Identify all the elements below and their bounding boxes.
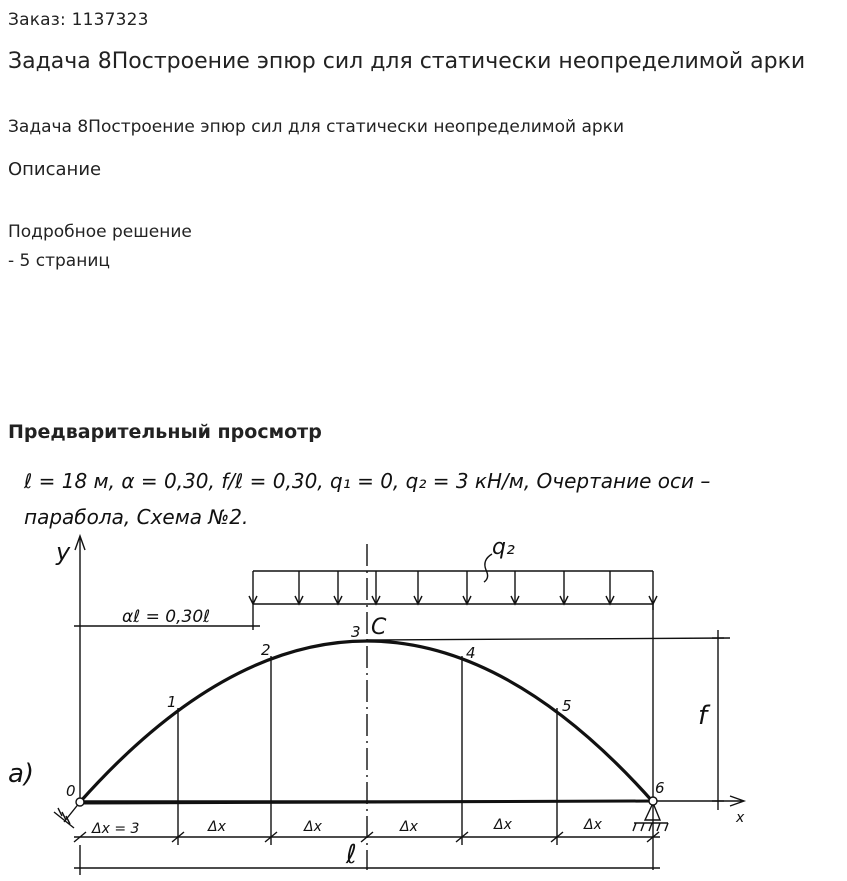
x-axis-label: x [736, 810, 745, 826]
task-subtitle: Задача 8Построение эпюр сил для статически неопределимой арки [8, 117, 625, 137]
point-label-2: 2 [261, 641, 271, 659]
rise-label: f [698, 701, 708, 731]
preview-image [0, 450, 847, 881]
point-label-0: 0 [66, 782, 76, 800]
left-support [54, 802, 80, 828]
arch-chord [80, 801, 653, 803]
dx-label-5: Δx [494, 817, 512, 833]
span-label: ℓ [346, 840, 357, 870]
point-label-1: 1 [167, 693, 177, 711]
pages-count: - 5 страниц [8, 251, 110, 271]
y-axis-label: y [56, 538, 71, 566]
right-support [633, 803, 668, 831]
preview-params-line1: ℓ = 18 м, α = 0,30, f/ℓ = 0,30, q₁ = 0, q₂ = 3 кН/м, Очертание оси – [24, 469, 711, 493]
point-label-6: 6 [655, 779, 665, 797]
order-number: Заказ: 1137323 [8, 10, 149, 30]
description-heading: Описание [8, 159, 102, 180]
hinge-6 [649, 797, 657, 805]
load-arrows [249, 571, 657, 604]
load-label: q₂ [492, 535, 515, 560]
dx-label-1: Δx = 3 [92, 821, 140, 837]
figure-label: a) [8, 759, 35, 789]
solution-text: Подробное решение [8, 222, 192, 242]
point-label-3: 3 [351, 623, 361, 641]
alpha-label: αℓ = 0,30ℓ [122, 607, 211, 627]
point-label-5: 5 [562, 697, 572, 715]
hinge-0 [76, 798, 84, 806]
point-label-4: 4 [466, 644, 476, 662]
dx-label-6: Δx [584, 817, 602, 833]
dx-label-3: Δx [304, 819, 322, 835]
dx-label-2: Δx [208, 819, 226, 835]
preview-heading: Предварительный просмотр [8, 421, 322, 443]
preview-params-line2: парабола, Схема №2. [24, 505, 249, 529]
crown-label: C [371, 615, 387, 640]
dx-label-4: Δx [400, 819, 418, 835]
load-leader [484, 554, 492, 582]
page-title: Задача 8Построение эпюр сил для статически неопределимой арки [8, 49, 806, 74]
